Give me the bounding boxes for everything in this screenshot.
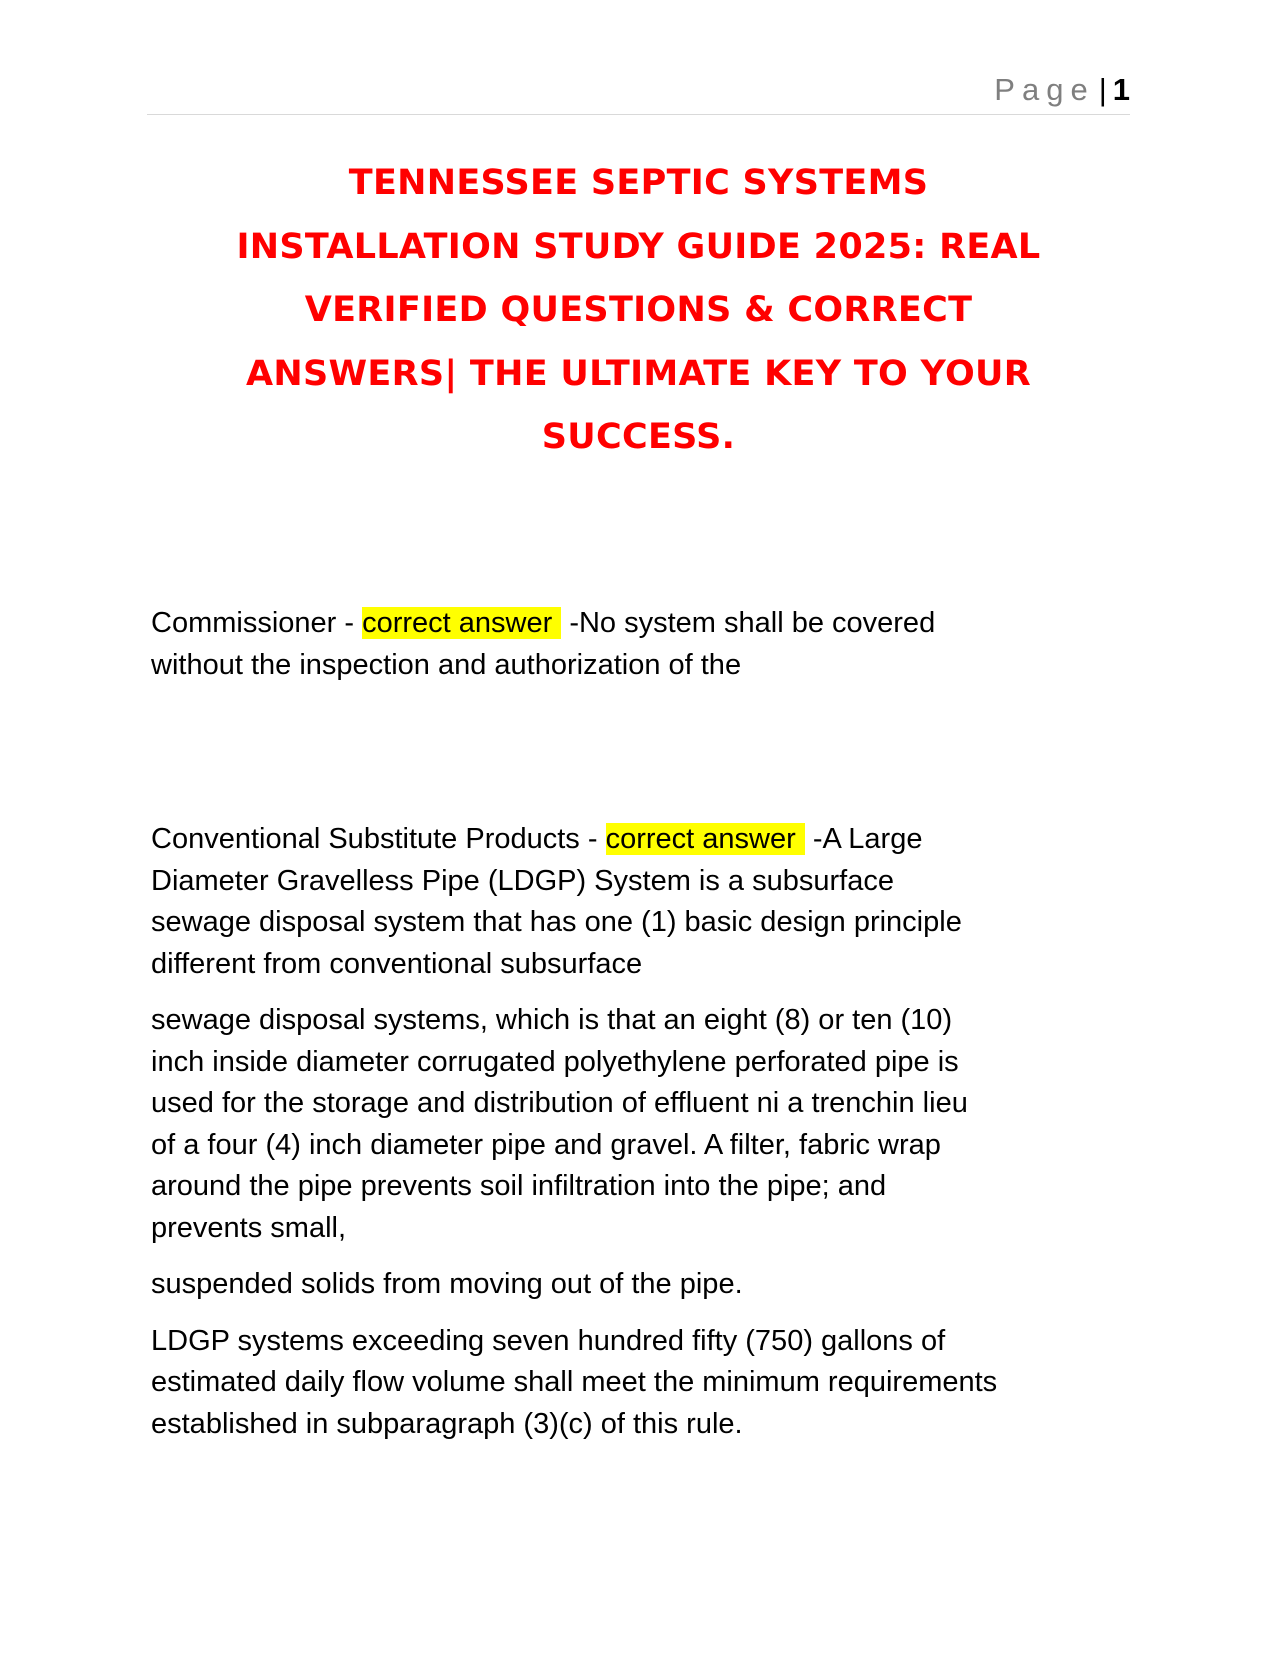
entry-paragraph <box>151 1321 1141 1446</box>
page-separator: | <box>1098 72 1107 107</box>
title-line: VERIFIED QUESTIONS & CORRECT <box>304 290 973 330</box>
entry-paragraph <box>151 819 1141 985</box>
title-line: SUCCESS. <box>541 417 736 457</box>
entry-line: Diameter Gravelless Pipe (LDGP) System is a subsurface <box>151 864 894 897</box>
entry-first-line <box>151 819 1141 861</box>
title-line: ANSWERS| THE ULTIMATE KEY TO YOUR <box>246 353 1031 394</box>
page-number: 1 <box>1112 72 1130 107</box>
entry-paragraph <box>151 603 1141 686</box>
page-label: Page <box>994 72 1095 107</box>
entry-line: estimated daily flow volume shall meet the minimum requirements <box>151 1366 998 1398</box>
page-header <box>147 72 1130 115</box>
entry-line: suspended solids from moving out of the pipe. <box>151 1268 743 1300</box>
entry-text: -A Large <box>804 823 923 855</box>
qa-entry-commissioner <box>151 603 1141 686</box>
entry-first-line <box>151 603 1141 645</box>
entry-text: -No system shall be covered <box>561 607 936 639</box>
entry-line: around the pipe prevents soil infiltration into the pipe; and <box>151 1170 887 1202</box>
entry-term: Conventional Substitute Products - <box>151 823 606 855</box>
entry-line: of a four (4) inch diameter pipe and gravel. A filter, fabric wrap <box>151 1128 941 1161</box>
entry-line: established in subparagraph (3)(c) of this rule. <box>151 1407 743 1440</box>
entry-line: LDGP systems exceeding seven hundred fifty (750) gallons of <box>151 1324 946 1357</box>
entry-paragraph <box>151 1000 1141 1249</box>
title-line: INSTALLATION STUDY GUIDE 2025: REAL <box>236 226 1041 267</box>
entry-paragraph <box>151 1264 1141 1306</box>
title-line: TENNESSEE SEPTIC SYSTEMS <box>348 163 929 203</box>
answer-highlight: correct answer <box>362 607 561 639</box>
entry-line: used for the storage and distribution of effluent ni a trenchin lieu <box>151 1087 968 1119</box>
entry-line: prevents small, <box>151 1211 347 1244</box>
entry-line: without the inspection and authorization of the <box>151 648 742 681</box>
entry-line: sewage disposal system that has one (1) basic design principle <box>151 906 962 938</box>
document-title <box>147 152 1130 470</box>
entry-line: sewage disposal systems, which is that an eight (8) or ten (10) <box>151 1004 953 1036</box>
answer-highlight: correct answer <box>606 823 805 855</box>
qa-entry-conventional-substitute-products <box>151 819 1141 1445</box>
entry-line: different from conventional subsurface <box>151 947 643 980</box>
entry-line: inch inside diameter corrugated polyethylene perforated pipe is <box>151 1045 959 1078</box>
entry-term: Commissioner - <box>151 607 363 639</box>
